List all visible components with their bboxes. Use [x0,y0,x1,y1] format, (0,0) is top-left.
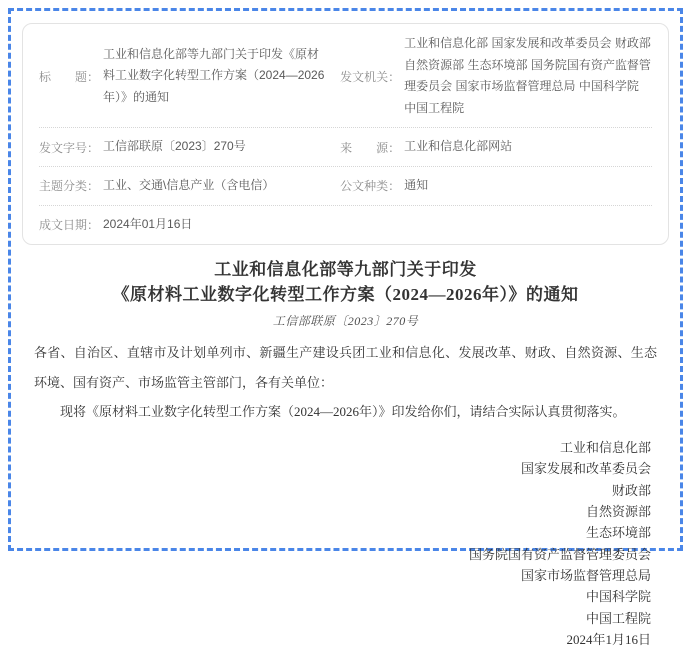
meta-row-category-doctype [39,167,652,206]
signatory-line: 生态环境部 [34,522,651,543]
meta-label-title: 标 题： [39,68,103,85]
signatory-line: 国家发展和改革委员会 [34,458,651,479]
meta-label-doc-number: 发文字号： [39,139,103,156]
meta-cell-issuing-agency [330,25,652,127]
title-line-2: 《原材料工业数字化转型工作方案（2024—2026年）》的通知 [113,285,579,304]
document-meta-table [22,23,669,245]
meta-value-doc-number: 工信部联原〔2023〕270号 [103,136,330,158]
meta-cell-doc-type [330,167,652,205]
page-title [34,258,657,307]
signature-date: 2024年1月16日 [34,629,651,650]
meta-value-source: 工业和信息化部网站 [404,136,652,158]
meta-cell-source [330,128,652,166]
meta-cell-topic-category [39,167,330,205]
meta-label-issuing-agency: 发文机关： [340,68,404,85]
signatory-line: 财政部 [34,480,651,501]
signature-block [34,437,657,650]
meta-row-docnumber-source [39,128,652,167]
meta-label-source: 来 源： [340,139,404,156]
document-body [22,258,669,650]
signatory-line: 中国工程院 [34,608,651,629]
doc-number-subtitle: 工信部联原〔2023〕270号 [34,312,657,329]
salutation-paragraph: 各省、自治区、直辖市及计划单列市、新疆生产建设兵团工业和信息化、发展改革、财政、自然资源、生态环境、国有资产、市场监管主管部门，各有关单位： [34,338,657,397]
meta-label-topic-category: 主题分类： [39,177,103,194]
signatory-line: 中国科学院 [34,586,651,607]
document-page-frame [8,8,683,551]
meta-cell-issue-date [39,206,330,244]
signatory-line: 自然资源部 [34,501,651,522]
meta-value-topic-category: 工业、交通\信息产业（含电信） [103,175,330,197]
signatory-line: 国家市场监督管理总局 [34,565,651,586]
meta-row-date [39,206,652,244]
meta-cell-title [39,25,330,127]
body-paragraph: 现将《原材料工业数字化转型工作方案（2024—2026年）》印发给你们，请结合实际认真贯彻落实。 [34,397,657,426]
meta-label-doc-type: 公文种类： [340,177,404,194]
meta-value-issuing-agency: 工业和信息化部 国家发展和改革委员会 财政部 自然资源部 生态环境部 国务院国有资产监督管理委员会 国家市场监督管理总局 中国科学院 中国工程院 [404,33,652,119]
meta-cell-doc-number [39,128,330,166]
title-line-1: 工业和信息化部等九部门关于印发 [214,260,477,279]
signatory-line: 工业和信息化部 [34,437,651,458]
meta-value-issue-date: 2024年01月16日 [103,214,330,236]
meta-row-title-issuer [39,25,652,128]
signatory-line: 国务院国有资产监督管理委员会 [34,544,651,565]
meta-value-title: 工业和信息化部等九部门关于印发《原材料工业数字化转型工作方案（2024—2026年）》的通知 [103,44,330,109]
meta-cell-empty [330,206,652,244]
meta-value-doc-type: 通知 [404,175,652,197]
meta-label-issue-date: 成文日期： [39,216,103,233]
